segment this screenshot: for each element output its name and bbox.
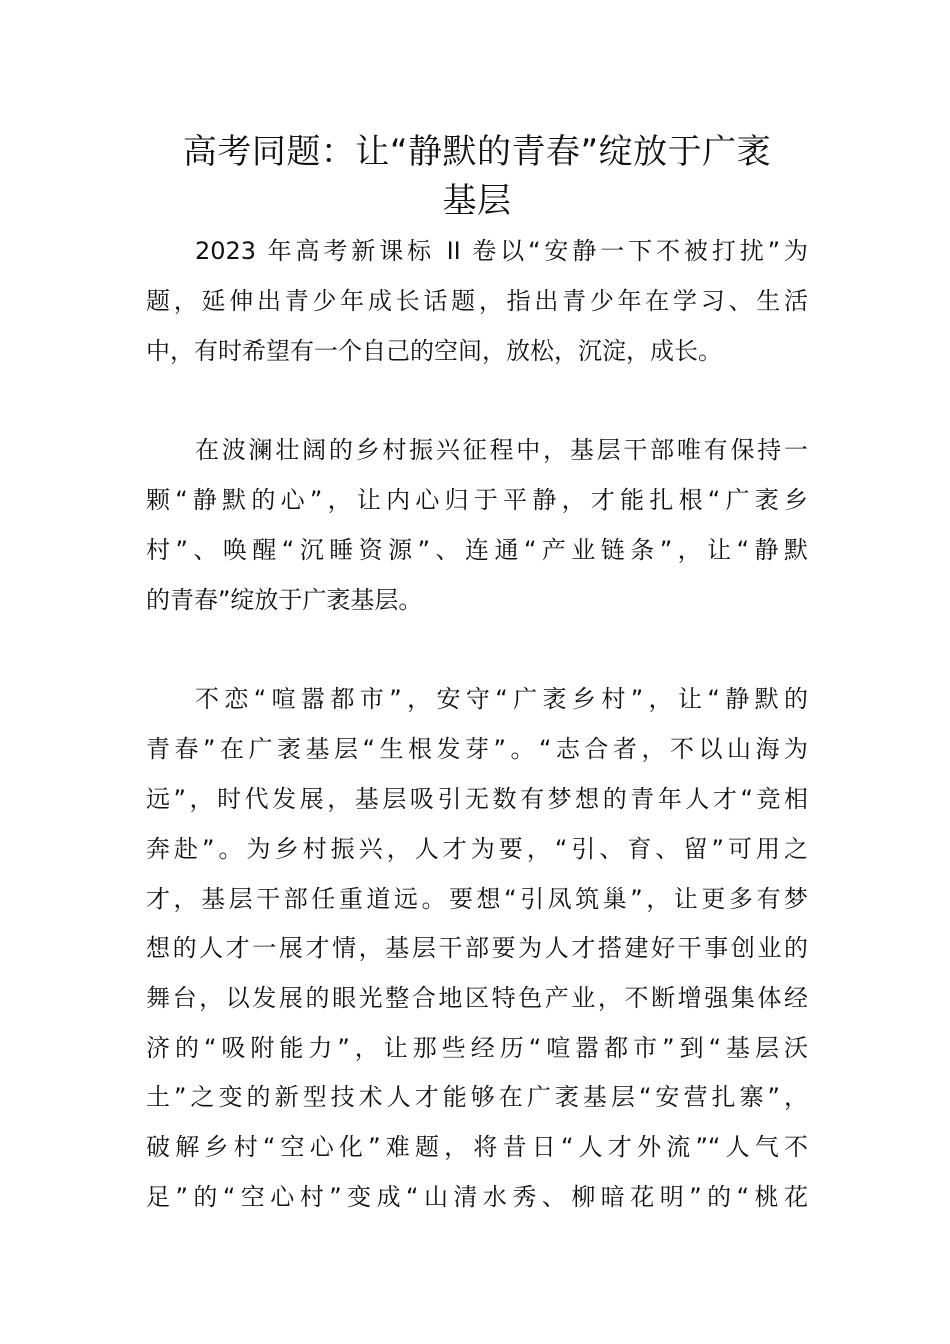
paragraph-3-line-5: 才，基层干部任重道远。要想“引凤筑巢”，让更多有梦 xyxy=(146,885,808,913)
paragraph-1-line-3: 中，有时希望有一个自己的空间，放松，沉淀，成长。 xyxy=(146,337,722,365)
article-title-line-2: 基层 xyxy=(442,181,512,221)
paragraph-3-line-8: 济的“吸附能力”，让那些经历“喧嚣都市”到“基层沃 xyxy=(146,1034,808,1062)
paragraph-3-line-6: 想的人才一展才情，基层干部要为人才搭建好干事创业的 xyxy=(146,934,808,962)
paragraph-2-line-1: 在波澜壮阔的乡村振兴征程中，基层干部唯有保持一 xyxy=(195,436,808,464)
article-title-line-1: 高考同题：让“静默的青春”绽放于广袤 xyxy=(182,132,772,172)
paragraph-2-line-4: 的青春”绽放于广袤基层。 xyxy=(146,586,423,614)
paragraph-2-line-2: 颗“静默的心”，让内心归于平静，才能扎根“广袤乡 xyxy=(146,486,808,514)
paragraph-3-line-3: 远”，时代发展，基层吸引无数有梦想的青年人才“竞相 xyxy=(146,785,808,813)
paragraph-3-line-11: 足”的“空心村”变成“山清水秀、柳暗花明”的“桃花 xyxy=(146,1183,808,1211)
paragraph-1-line-1: 2023 年高考新课标 II 卷以“安静一下不被打扰”为 xyxy=(195,237,808,265)
paragraph-3-line-4: 奔赴”。为乡村振兴，人才为要，“引、育、留”可用之 xyxy=(146,835,808,863)
paragraph-3-line-9: 土”之变的新型技术人才能够在广袤基层“安营扎寨”， xyxy=(146,1083,808,1111)
paragraph-3-line-10: 破解乡村“空心化”难题，将昔日“人才外流”“人气不 xyxy=(146,1133,808,1161)
paragraph-3-line-2: 青春”在广袤基层“生根发芽”。“志合者，不以山海为 xyxy=(146,735,808,763)
paragraph-3-line-7: 舞台，以发展的眼光整合地区特色产业，不断增强集体经 xyxy=(146,984,808,1012)
paragraph-1-line-2: 题，延伸出青少年成长话题，指出青少年在学习、生活 xyxy=(146,287,808,315)
paragraph-3-line-1: 不恋“喧嚣都市”，安守“广袤乡村”，让“静默的 xyxy=(195,685,808,713)
paragraph-2-line-3: 村”、唤醒“沉睡资源”、连通“产业链条”，让“静默 xyxy=(146,536,808,564)
